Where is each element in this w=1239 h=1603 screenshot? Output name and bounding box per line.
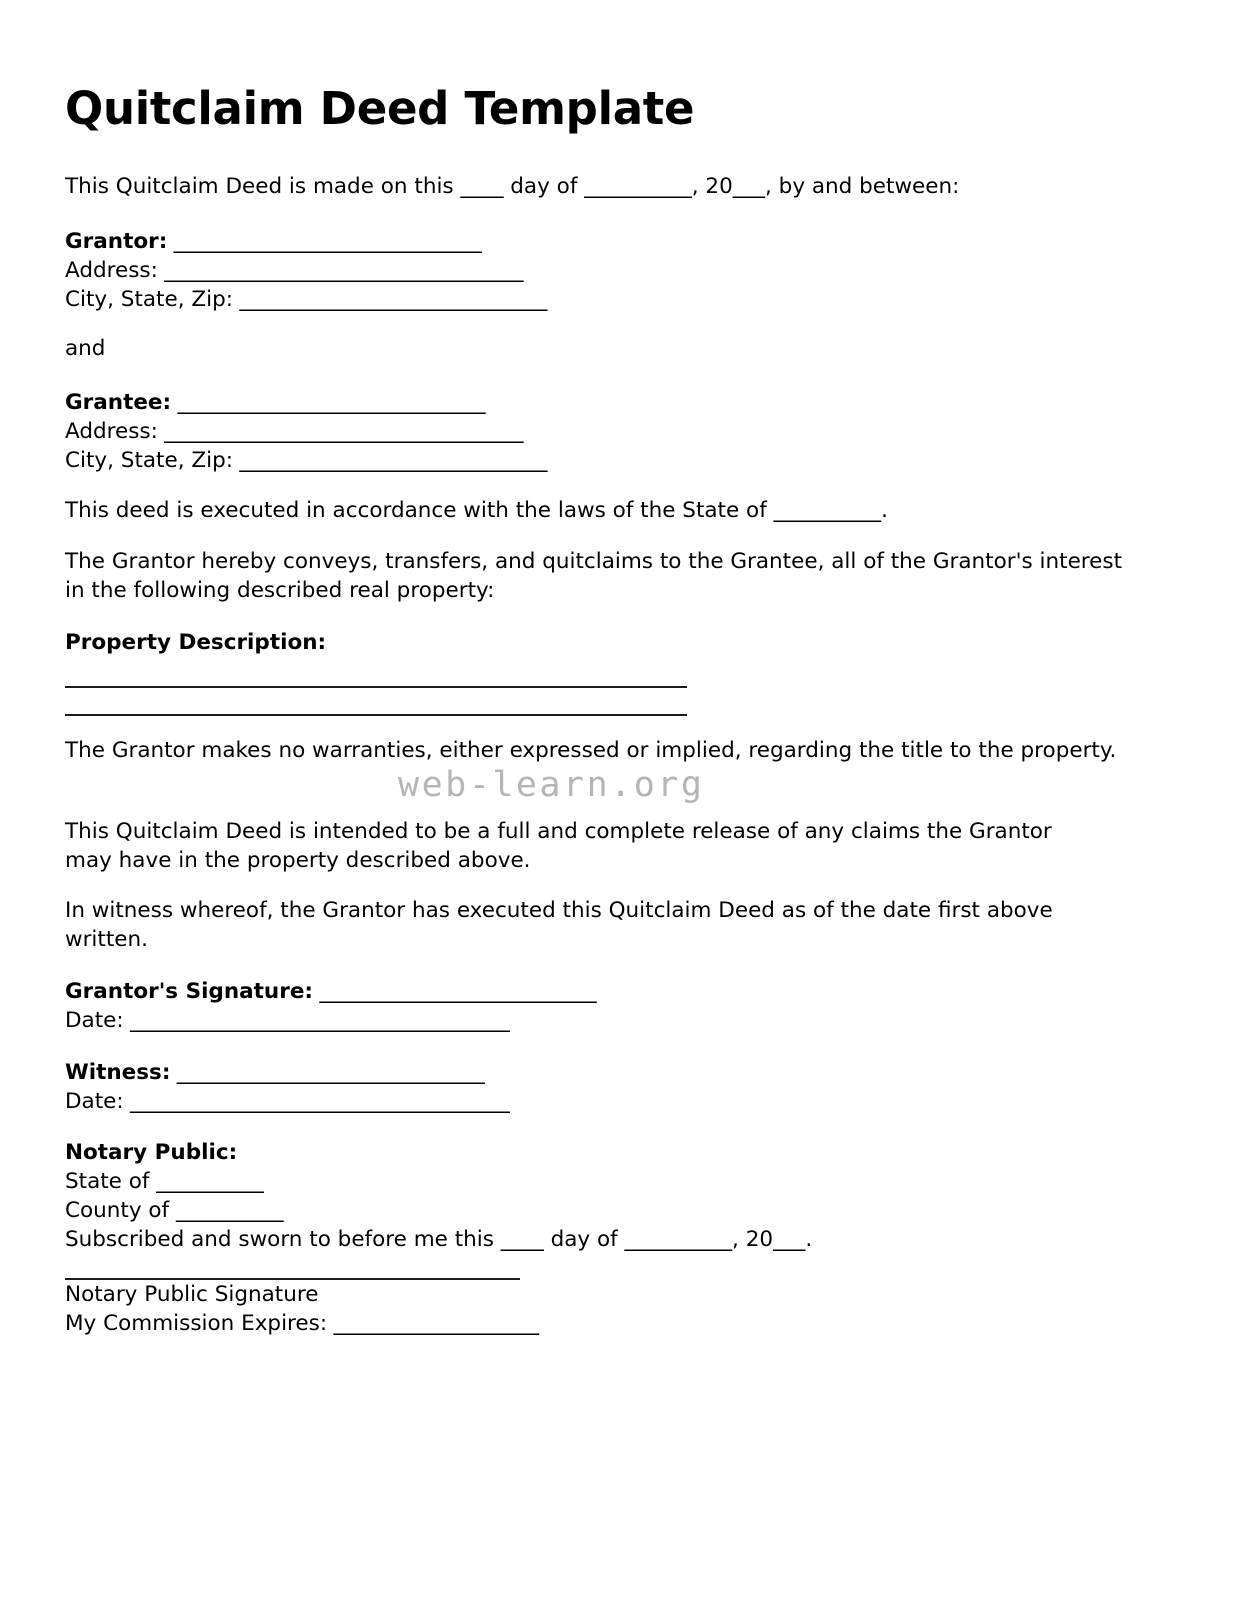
release-block (65, 817, 1085, 875)
grantor-city-state-zip-label: City, State, Zip: (65, 287, 233, 312)
witness-line (65, 1058, 1155, 1087)
grantee-name-blank[interactable]: ______________________________ (171, 390, 485, 415)
property-description-heading: Property Description: (65, 630, 327, 655)
conjunction-text: and (65, 336, 106, 361)
notary-commission-label: My Commission Expires: (65, 1311, 328, 1336)
witness-date-blank[interactable]: _____________________________________ (123, 1089, 510, 1114)
witness-label: Witness: (65, 1060, 171, 1085)
notary-block (65, 1138, 1155, 1254)
witness-signature-block (65, 1058, 1155, 1116)
grantor-signature-date-label: Date: (65, 1008, 124, 1033)
grantor-address-line (65, 256, 1155, 285)
grantor-city-state-zip-line (65, 285, 1155, 314)
grantor-name-line (65, 227, 1155, 256)
release-clause: This Quitclaim Deed is intended to be a full and complete release of any claims the Grantor may have in the property described above. (65, 819, 1059, 873)
grantor-signature-label: Grantor's Signature: (65, 979, 314, 1004)
grantee-address-blank[interactable]: ___________________________________ (157, 419, 523, 444)
notary-state-line[interactable]: State of __________ (65, 1169, 264, 1194)
grantee-name-label: Grantee: (65, 390, 172, 415)
notary-sworn-line[interactable]: Subscribed and sworn to before me this ____ day of __________, 20___. (65, 1227, 813, 1252)
state-law-clause: This deed is executed in accordance with the laws of the State of __________. (65, 498, 888, 523)
notary-heading: Notary Public: (65, 1140, 238, 1165)
grantee-name-line (65, 388, 1155, 417)
witness-clause-block (65, 896, 1105, 954)
no-warranties-block (65, 736, 1135, 765)
grantor-name-label: Grantor: (65, 229, 168, 254)
grantor-name-blank[interactable]: ______________________________ (167, 229, 482, 254)
grantor-address-blank[interactable]: ___________________________________ (157, 258, 523, 283)
intro-paragraph-block (65, 172, 1155, 201)
conveyance-clause: The Grantor hereby conveys, transfers, and quitclaims to the Grantee, all of the Grantor's interest in the following described real property: (65, 549, 1129, 603)
property-description-line-2[interactable] (65, 714, 687, 716)
property-description-rule-1 (65, 686, 687, 688)
conjunction-block (65, 334, 1155, 363)
grantee-block (65, 388, 1155, 475)
page-title: Quitclaim Deed Template (65, 82, 695, 135)
grantor-address-label: Address: (65, 258, 158, 283)
notary-commission-line (65, 1309, 1155, 1338)
document-body (65, 0, 1155, 134)
grantee-address-line (65, 417, 1155, 446)
conveyance-block (65, 547, 1140, 605)
grantor-city-state-zip-blank[interactable]: ______________________________ (232, 287, 547, 312)
notary-footer-block (65, 1280, 1155, 1338)
notary-county-line[interactable]: County of __________ (65, 1198, 284, 1223)
grantor-signature-block (65, 977, 1155, 1035)
watermark: web-learn.org (398, 765, 705, 805)
witness-blank[interactable]: ______________________________ (170, 1060, 485, 1085)
intro-paragraph: This Quitclaim Deed is made on this ____ day of __________, 20___, by and between: (65, 174, 960, 199)
property-description-line-1[interactable] (65, 686, 687, 688)
grantee-city-state-zip-line (65, 446, 1155, 475)
grantor-signature-blank[interactable]: ___________________________ (313, 979, 597, 1004)
witness-clause: In witness whereof, the Grantor has executed this Quitclaim Deed as of the date first above written. (65, 898, 1060, 952)
grantee-address-label: Address: (65, 419, 158, 444)
no-warranties-clause: The Grantor makes no warranties, either expressed or implied, regarding the title to the property. (65, 738, 1117, 763)
property-description-block (65, 628, 1155, 657)
property-description-rule-2 (65, 714, 687, 716)
witness-date-line (65, 1087, 1155, 1116)
grantor-signature-line (65, 977, 1155, 1006)
state-law-block (65, 496, 1155, 525)
notary-commission-blank[interactable]: ____________________ (327, 1311, 539, 1336)
witness-date-label: Date: (65, 1089, 124, 1114)
grantee-city-state-zip-blank[interactable]: ______________________________ (232, 448, 547, 473)
grantor-signature-date-blank[interactable]: _____________________________________ (123, 1008, 510, 1033)
grantee-city-state-zip-label: City, State, Zip: (65, 448, 233, 473)
grantor-signature-date-line (65, 1006, 1155, 1035)
notary-signature-caption: Notary Public Signature (65, 1282, 319, 1307)
grantor-block (65, 227, 1155, 314)
